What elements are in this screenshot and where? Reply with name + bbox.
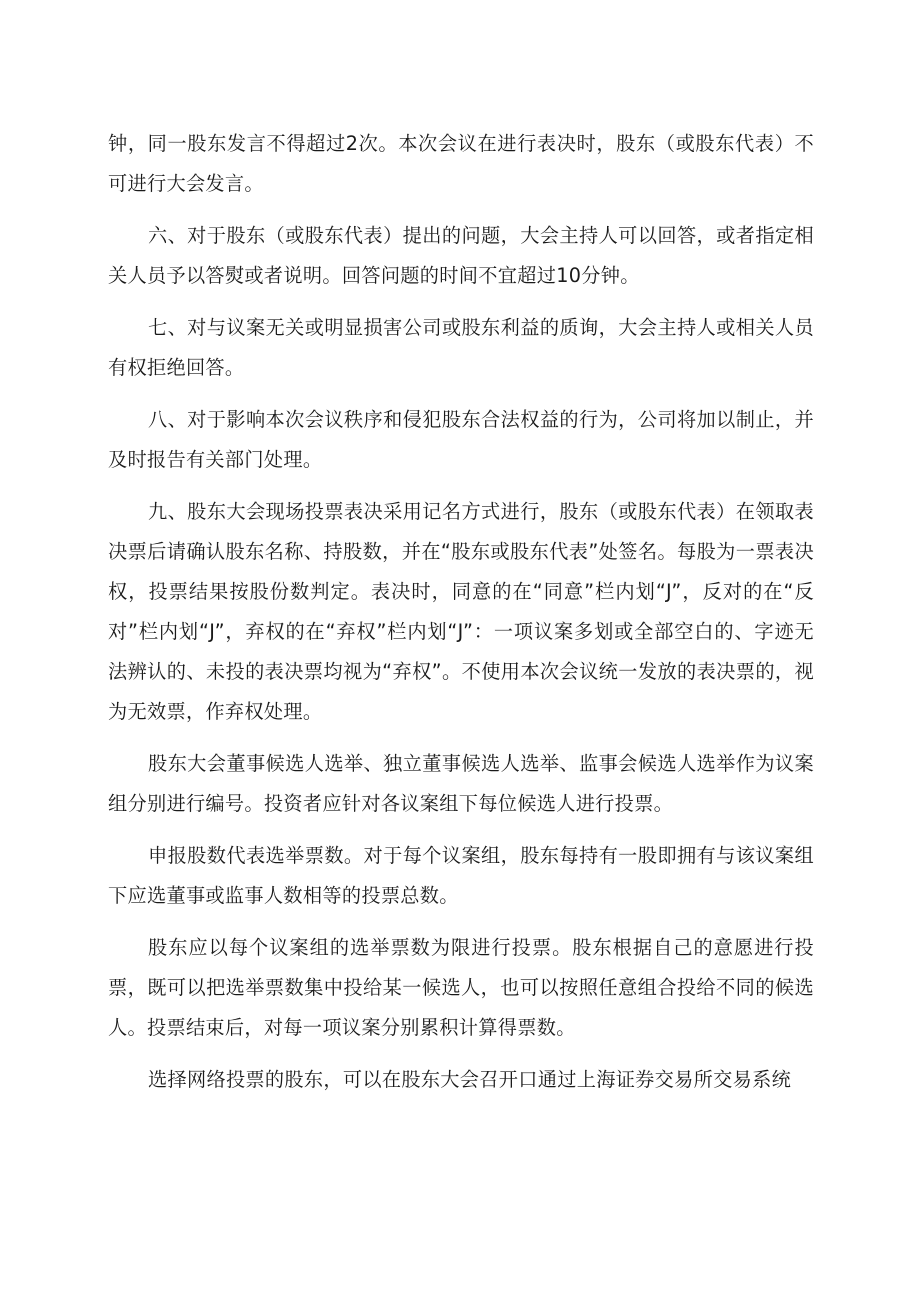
paragraph-item-8: 八、对于影响本次会议秩序和侵犯股东合法权益的行为，公司将加以制止，并及时报告有关部门处理。 — [108, 408, 814, 471]
paragraph-vote-count: 申报股数代表选举票数。对于每个议案组，股东每持有一股即拥有与该议案组下应选董事或监事人数相等的投票总数。 — [108, 844, 814, 907]
paragraph-cumulative-voting: 股东应以每个议案组的选举票数为限进行投票。股东根据自己的意愿进行投票，既可以把选举票数集中投给某一候选人，也可以按照任意组合投给不同的候选人。投票结束后，对每一项议案分别累积计算得票数。 — [108, 936, 814, 1039]
paragraph-continuation: 钟，同一股东发言不得超过2次。本次会议在进行表决时，股东（或股东代表）不可进行大会发言。 — [108, 132, 814, 195]
paragraph-item-6: 六、对于股东（或股东代表）提出的问题，大会主持人可以回答，或者指定相关人员予以答熨或者说明。回答问题的时间不宜超过10分钟。 — [108, 224, 814, 287]
paragraph-item-7: 七、对与议案无关或明显损害公司或股东利益的质询，大会主持人或相关人员有权拒绝回答。 — [108, 316, 814, 379]
paragraph-candidate-election: 股东大会董事候选人选举、独立董事候选人选举、监事会候选人选举作为议案组分别进行编号。投资者应针对各议案组下每位候选人进行投票。 — [108, 752, 814, 815]
document-body — [108, 124, 814, 1100]
paragraph-item-9: 九、股东大会现场投票表决采用记名方式进行，股东（或股东代表）在领取表决票后请确认股东名称、持股数，并在“股东或股东代表”处签名。每股为一票表决权，投票结果按股份数判定。表决时，同意的在“同意”栏内划“J”，反对的在“反对”栏内划“J”，弃权的在“弃权”栏内划“J”：一项议案多划或全部空白的、字迹无法辨认的、未投的表决票均视为“弃权”。不使用本次会议统一发放的表决票的，视为无效票，作弃权处理。 — [108, 500, 814, 723]
paragraph-online-voting: 选择网络投票的股东，可以在股东大会召开口通过上海证券交易所交易系统 — [148, 1068, 792, 1091]
